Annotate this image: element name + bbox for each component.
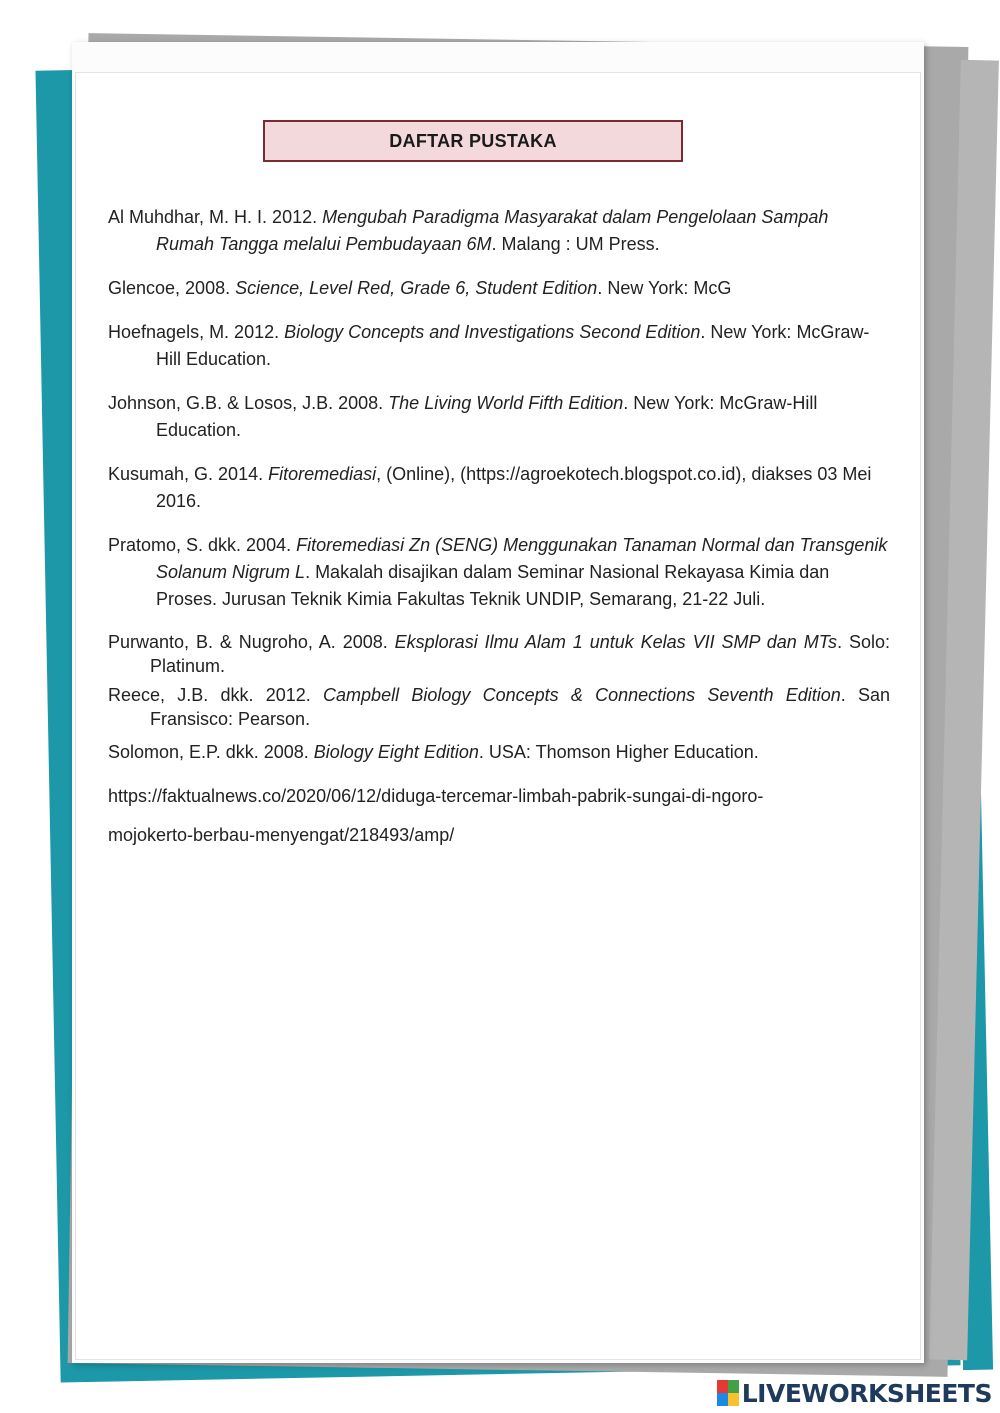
reference-publisher: , (Online), (https://agroekotech.blogspot.co.id), diakses 03 Mei 2016. [156,464,872,511]
reference-author: Al Muhdhar, M. H. I. 2012. [108,207,323,227]
reference-title: Mengubah Paradigma Masyarakat dalam Pengelolaan Sampah Rumah Tangga melalui Pembudayaan 6M [156,207,829,254]
reference-author: Kusumah, G. 2014. [108,464,269,484]
reference-item [108,739,890,766]
reference-title: The Living World Fifth Edition [388,393,624,413]
reference-author: Solomon, E.P. dkk. 2008. [108,742,314,762]
reference-title: Campbell Biology Concepts & Connections Seventh Edition [323,685,841,705]
reference-author: Purwanto, B. & Nugroho, A. 2008. [108,632,395,652]
reference-author: Glencoe, 2008. [108,278,236,298]
reference-list [108,204,908,854]
liveworksheets-logo-icon [717,1380,739,1406]
reference-url-line: mojokerto-berbau-menyengat/218493/amp/ [108,825,455,845]
reference-publisher: . Solo: Platinum. [150,632,891,676]
reference-title: Science, Level Red, Grade 6, Student Edition [235,278,598,298]
reference-item [108,683,890,731]
reference-author: Hoefnagels, M. 2012. [108,322,285,342]
reference-item [108,319,890,373]
reference-publisher: . USA: Thomson Higher Education. [478,742,759,762]
reference-author: Pratomo, S. dkk. 2004. [108,535,297,555]
liveworksheets-logo [717,1378,992,1408]
reference-publisher: . New York: McGraw-Hill Education. [156,322,870,369]
reference-publisher: . New York: McG [597,278,732,298]
reference-publisher: . New York: McGraw-Hill Education. [156,393,818,440]
reference-author: Reece, J.B. dkk. 2012. [108,685,324,705]
reference-item [108,204,890,258]
reference-item [108,275,890,302]
reference-title: Fitoremediasi [268,464,377,484]
reference-title: Biology Eight Edition [313,742,479,762]
title-box [263,120,683,162]
reference-title: Biology Concepts and Investigations Second Edition [284,322,701,342]
reference-item [108,390,890,444]
reference-publisher: . San Fransisco: Pearson. [150,685,890,729]
reference-url-line: https://faktualnews.co/2020/06/12/diduga-tercemar-limbah-pabrik-sungai-di-ngoro- [108,786,764,806]
reference-item [108,461,890,515]
reference-title: Eksplorasi Ilmu Alam 1 untuk Kelas VII SMP dan MTs [394,632,838,652]
page-title: DAFTAR PUSTAKA [389,130,557,151]
reference-title: Fitoremediasi Zn (SENG) Menggunakan Tanaman Normal dan Transgenik Solanum Nigrum L [156,535,908,582]
reference-item [108,630,890,678]
reference-publisher: . Malang : UM Press. [491,234,660,254]
reference-item [108,532,908,613]
reference-author: Johnson, G.B. & Losos, J.B. 2008. [108,393,389,413]
reference-publisher: . Makalah disajikan dalam Seminar Nasional Rekayasa Kimia dan Proses. Jurusan Teknik Kimia Fakultas Teknik UNDIP, Semarang, 21-22 Juli. [156,562,830,609]
watermark-text: LIVEWORKSHEETS [741,1378,992,1408]
